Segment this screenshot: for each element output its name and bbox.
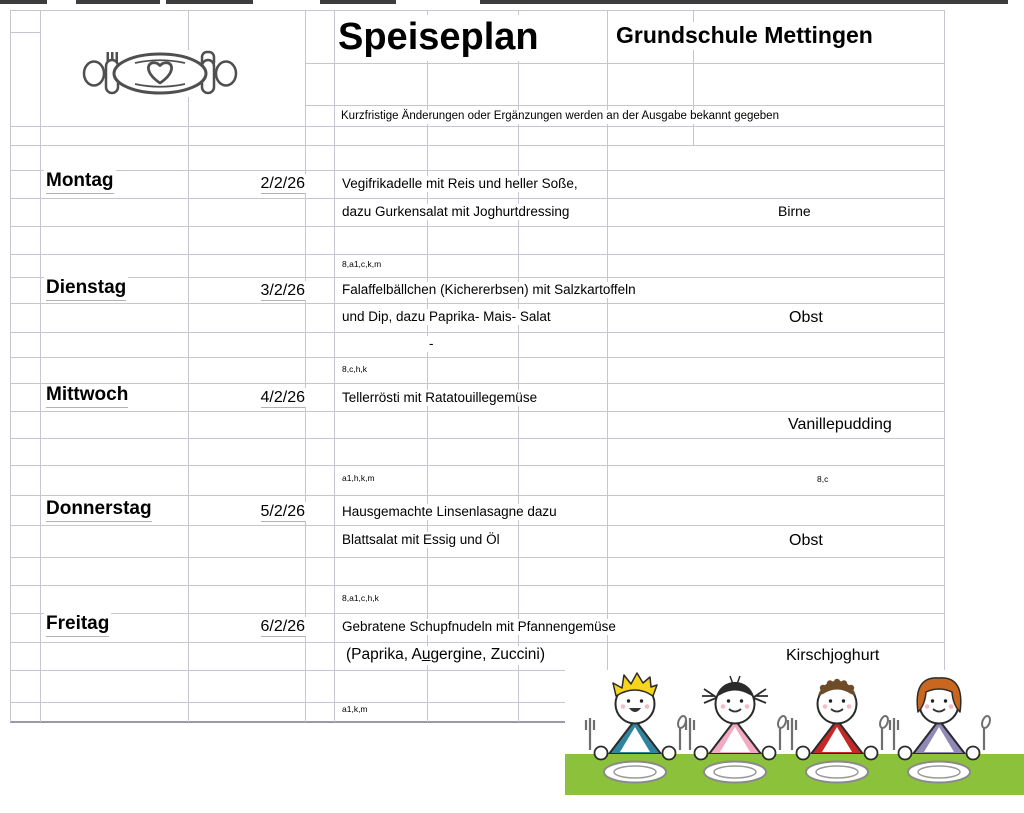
meal-line1-dienstag: Falaffelbällchen (Kichererbsen) mit Salzkartoffeln xyxy=(342,282,636,297)
grid-line-v xyxy=(334,10,335,722)
date-freitag: 6/2/26 xyxy=(190,617,307,636)
allergens-freitag: a1,k,m xyxy=(342,704,368,714)
children-at-table-illustration xyxy=(565,670,1024,800)
grid-line-h xyxy=(10,495,944,496)
plate-heart-cutlery-logo xyxy=(80,50,240,97)
grid-line-h xyxy=(10,10,944,11)
date-donnerstag: 5/2/26 xyxy=(190,502,307,521)
day-label-montag: Montag xyxy=(44,170,116,193)
date-montag: 2/2/26 xyxy=(190,174,307,193)
grid-line-h xyxy=(305,63,944,64)
day-label-mittwoch: Mittwoch xyxy=(44,384,130,407)
grid-line-h xyxy=(10,585,944,586)
grid-line-h xyxy=(10,525,944,526)
grid-line-h xyxy=(10,32,40,33)
meal-line2-donnerstag: Blattsalat mit Essig und Öl xyxy=(342,532,500,547)
dessert-dienstag: Obst xyxy=(789,309,823,326)
grid-line-h xyxy=(10,254,944,255)
grid-line-h xyxy=(10,126,944,127)
grid-line-h xyxy=(10,170,944,171)
page-title: Speiseplan xyxy=(336,15,541,61)
grid-line-h xyxy=(10,411,944,412)
grid-line-h xyxy=(10,613,944,614)
grid-line-h xyxy=(10,145,944,146)
grid-line-h xyxy=(10,642,944,643)
grid-line-h xyxy=(10,465,944,466)
date-dienstag: 3/2/26 xyxy=(190,281,307,300)
grid-line-h xyxy=(10,226,944,227)
day-label-dienstag: Dienstag xyxy=(44,277,128,300)
grid-line-v xyxy=(305,10,306,722)
top-crop-artifact xyxy=(76,0,160,4)
allergens-donnerstag: 8,a1,c,h,k xyxy=(342,593,379,603)
meal-line1-freitag: Gebratene Schupfnudeln mit Pfannengemüse xyxy=(342,619,616,634)
allergens-mittwoch: a1,h,k,m xyxy=(342,473,375,483)
top-crop-artifact xyxy=(320,0,396,4)
grid-line-v xyxy=(40,10,41,722)
meal-line1-donnerstag: Hausgemachte Linsenlasagne dazu xyxy=(342,504,557,519)
meal-line2-dienstag: und Dip, dazu Paprika- Mais- Salat xyxy=(342,309,551,324)
dessert-montag: Birne xyxy=(778,203,811,219)
grid-line-h xyxy=(10,332,944,333)
day-label-donnerstag: Donnerstag xyxy=(44,498,154,521)
allergens-dienstag: 8,c,h,k xyxy=(342,364,368,374)
grid-line-h xyxy=(10,557,944,558)
dessert-allergens-mittwoch: 8,c xyxy=(817,474,829,484)
dash-dienstag: - xyxy=(429,336,434,351)
school-name: Grundschule Mettingen xyxy=(616,22,873,48)
grid-line-v xyxy=(944,10,945,722)
dessert-mittwoch: Vanillepudding xyxy=(788,416,892,433)
meal-line1-mittwoch: Tellerrösti mit Ratatouillegemüse xyxy=(342,390,538,405)
meal-line2-montag: dazu Gurkensalat mit Joghurtdressing xyxy=(342,204,570,219)
grid-line-v xyxy=(10,10,11,722)
grid-line-h xyxy=(10,438,944,439)
dessert-donnerstag: Obst xyxy=(789,532,823,549)
grid-line-h xyxy=(10,198,944,199)
top-crop-artifact xyxy=(166,0,253,4)
top-crop-artifact xyxy=(480,0,1008,4)
grid-line-h xyxy=(10,383,944,384)
meal-line1-montag: Vegifrikadelle mit Reis und heller Soße, xyxy=(342,176,578,191)
grid-line-h xyxy=(10,303,944,304)
meal-line2-freitag: (Paprika, Augergine, Zuccini) xyxy=(346,646,546,663)
grid-line-h xyxy=(305,105,944,106)
date-mittwoch: 4/2/26 xyxy=(190,388,307,407)
allergens-montag: 8,a1,c,k,m xyxy=(342,259,382,269)
grid-line-h xyxy=(10,277,944,278)
top-crop-artifact xyxy=(0,0,47,4)
grid-line-h xyxy=(10,357,944,358)
grid-line-v xyxy=(188,10,189,722)
dessert-freitag: Kirschjoghurt xyxy=(786,647,880,664)
day-label-freitag: Freitag xyxy=(44,613,111,636)
change-note: Kurzfristige Änderungen oder Ergänzungen werden an der Ausgabe bekannt gegeben xyxy=(341,110,779,122)
